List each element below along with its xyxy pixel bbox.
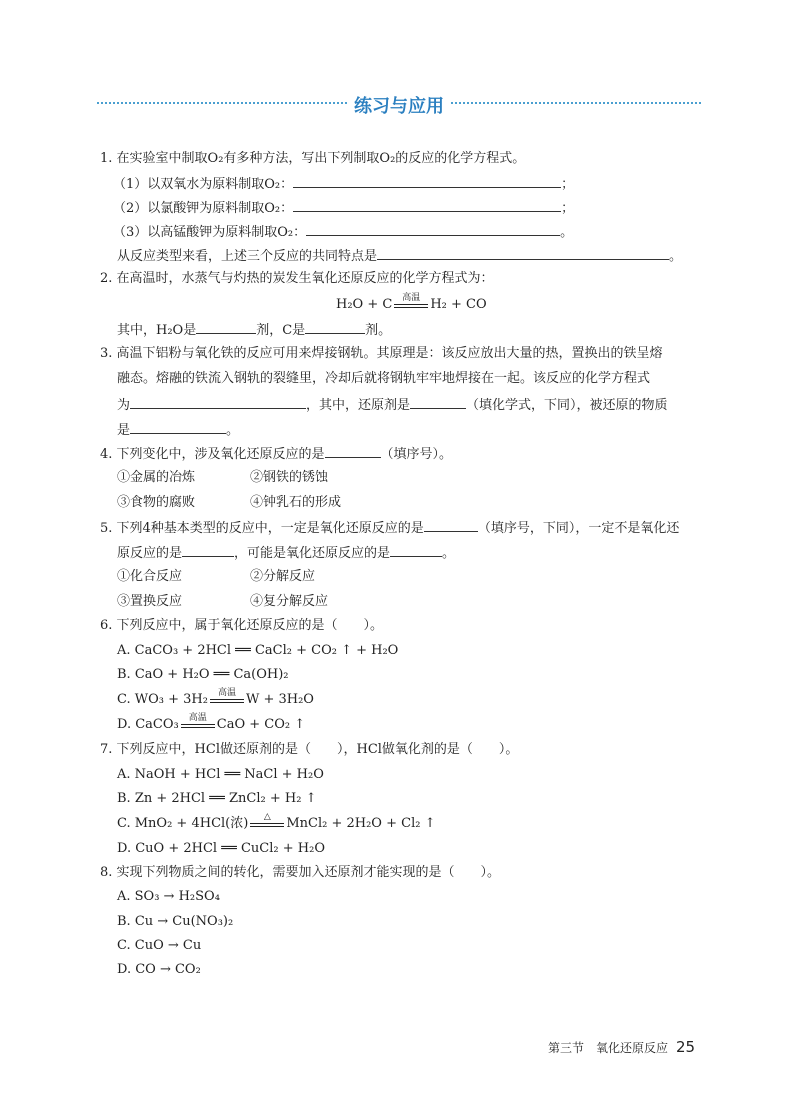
equals-heat-icon [250, 811, 284, 831]
q3-line-3 [117, 395, 668, 415]
q7-option-a: A. NaOH + HCl ══ NaCl + H₂O [117, 767, 324, 782]
q5-line-1-a: 5. 下列4种基本类型的反应中，一定是氧化还原反应的是 [100, 521, 424, 536]
q6-option-c-condition: 高温 [217, 687, 236, 698]
q8-option-d: D. CO → CO₂ [117, 962, 201, 977]
q7-option-c-condition: △ [263, 811, 271, 822]
q6-option-d [117, 712, 306, 734]
q5-option-1: ①化合反应 [117, 569, 183, 584]
q2-stem: 2. 在高温时，水蒸气与灼热的炭发生氧化还原反应的化学方程式为： [100, 271, 494, 286]
q1-sep-1: ； [561, 177, 575, 192]
q2-eq-left: H₂O + C [336, 297, 393, 312]
q3-blank-3 [130, 420, 226, 434]
q6-option-c [117, 687, 314, 709]
section-header [97, 92, 701, 118]
q4-option-2: ②钢铁的锈蚀 [250, 470, 329, 485]
q6-option-d-condition: 高温 [188, 712, 207, 723]
q5-option-2: ②分解反应 [250, 569, 316, 584]
q8-option-c: C. CuO → Cu [117, 938, 202, 953]
q6-option-d-right: CaO + CO₂ ↑ [216, 717, 306, 732]
q1-item-2-text: （2）以氯酸钾为原料制取O₂： [113, 201, 294, 216]
q1-blank-1 [293, 174, 561, 188]
q5-option-4: ④复分解反应 [250, 594, 329, 609]
q3-blank-1 [130, 395, 306, 409]
q4-stem-a: 4. 下列变化中，涉及氧化还原反应的是 [100, 447, 325, 462]
q1-sep-3: 。 [560, 225, 574, 240]
q7-option-c-left: C. MnO₂ + 4HCl(浓) [117, 816, 249, 831]
q7-option-d: D. CuO + 2HCl ══ CuCl₂ + H₂O [117, 841, 325, 856]
q4-stem [100, 444, 452, 464]
q2-answer [117, 320, 391, 340]
q4-blank [325, 444, 381, 458]
q1-followup [117, 246, 682, 266]
q3-line-1: 3. 高温下铝粉与氧化铁的反应可用来焊接钢轨。其原理是：该反应放出大量的热，置换出的铁呈熔 [100, 346, 663, 361]
q1-followup-text: 从反应类型来看，上述三个反应的共同特点是 [117, 249, 378, 264]
q1-followup-end: 。 [669, 249, 683, 264]
q3-blank-2 [410, 395, 466, 409]
q8-stem: 8. 实现下列物质之间的转化，需要加入还原剂才能实现的是（ ）。 [100, 865, 501, 880]
q1-stem: 1. 在实验室中制取O₂有多种方法，写出下列制取O₂的反应的化学方程式。 [100, 151, 526, 166]
q3-line-2: 融态。熔融的铁流入钢轨的裂缝里，冷却后就将钢轨牢牢地焊接在一起。该反应的化学方程式 [117, 371, 651, 386]
q1-item-1-text: （1）以双氧水为原料制取O₂： [113, 177, 294, 192]
q2-answer-b: 剂，C是 [256, 323, 306, 338]
page-number: 25 [676, 1038, 696, 1056]
page-footer [548, 1038, 695, 1056]
q2-eq-right: H₂ + CO [430, 297, 487, 312]
q7-option-c-right: MnCl₂ + 2H₂O + Cl₂ ↑ [286, 816, 436, 831]
equals-high-temp-icon [181, 712, 215, 732]
q5-blank-1 [424, 518, 478, 532]
q3-line-4-a: 是 [117, 423, 131, 438]
q2-blank-2 [305, 320, 365, 334]
q1-item-1 [113, 174, 574, 194]
q1-blank-4 [377, 246, 669, 260]
q8-option-b: B. Cu → Cu(NO₃)₂ [117, 914, 234, 929]
q5-option-3: ③置换反应 [117, 594, 183, 609]
q6-option-c-left: C. WO₃ + 3H₂ [117, 692, 208, 707]
q6-option-d-left: D. CaCO₃ [117, 717, 179, 732]
q5-line-2-c: 。 [442, 546, 456, 561]
q5-blank-2 [182, 543, 234, 557]
q1-item-2 [113, 198, 574, 218]
q7-stem: 7. 下列反应中，HCl做还原剂的是（ ），HCl做氧化剂的是（ ）。 [100, 742, 519, 757]
q4-option-4: ④钟乳石的形成 [250, 495, 342, 510]
q1-blank-2 [293, 198, 561, 212]
equals-high-temp-icon [394, 292, 428, 312]
q6-option-a: A. CaCO₃ + 2HCl ══ CaCl₂ + CO₂ ↑ + H₂O [117, 643, 399, 658]
q3-line-4 [117, 420, 239, 440]
q3-line-4-b: 。 [226, 423, 240, 438]
q2-blank-1 [196, 320, 256, 334]
q6-option-b: B. CaO + H₂O ══ Ca(OH)₂ [117, 667, 289, 682]
q1-sep-2: ； [561, 201, 575, 216]
q6-stem: 6. 下列反应中，属于氧化还原反应的是（ ）。 [100, 618, 384, 633]
q2-eq-condition: 高温 [402, 292, 421, 303]
q7-option-c [117, 811, 436, 833]
q1-blank-3 [306, 222, 560, 236]
q1-item-3-text: （3）以高锰酸钾为原料制取O₂： [113, 225, 307, 240]
dotted-rule-right [451, 102, 701, 104]
q3-line-3-c: （填化学式，下同），被还原的物质 [466, 398, 668, 413]
q5-blank-3 [390, 543, 442, 557]
q8-option-a: A. SO₃ → H₂SO₄ [117, 889, 220, 904]
q2-answer-a: 其中，H₂O是 [117, 323, 197, 338]
q5-line-2 [117, 543, 455, 563]
footer-section: 第三节 氧化还原反应 [548, 1041, 669, 1055]
equals-high-temp-icon [210, 687, 244, 707]
q4-option-1: ①金属的冶炼 [117, 470, 196, 485]
q6-option-c-right: W + 3H₂O [245, 692, 314, 707]
q2-equation [336, 292, 487, 314]
q5-line-1-b: （填序号，下同），一定不是氧化还 [477, 521, 680, 536]
q4-stem-b: （填序号）。 [380, 447, 453, 462]
section-title: 练习与应用 [354, 96, 444, 117]
q5-line-2-b: ，可能是氧化还原反应的是 [234, 546, 391, 561]
dotted-rule-left [97, 102, 347, 104]
q3-line-3-b: ，其中，还原剂是 [306, 398, 411, 413]
q2-answer-c: 剂。 [365, 323, 392, 338]
q5-line-2-a: 原反应的是 [117, 546, 183, 561]
q1-item-3 [113, 222, 573, 242]
q7-option-b: B. Zn + 2HCl ══ ZnCl₂ + H₂ ↑ [117, 791, 317, 806]
q4-option-3: ③食物的腐败 [117, 495, 196, 510]
q3-line-3-a: 为 [117, 398, 131, 413]
q5-line-1 [100, 518, 679, 538]
